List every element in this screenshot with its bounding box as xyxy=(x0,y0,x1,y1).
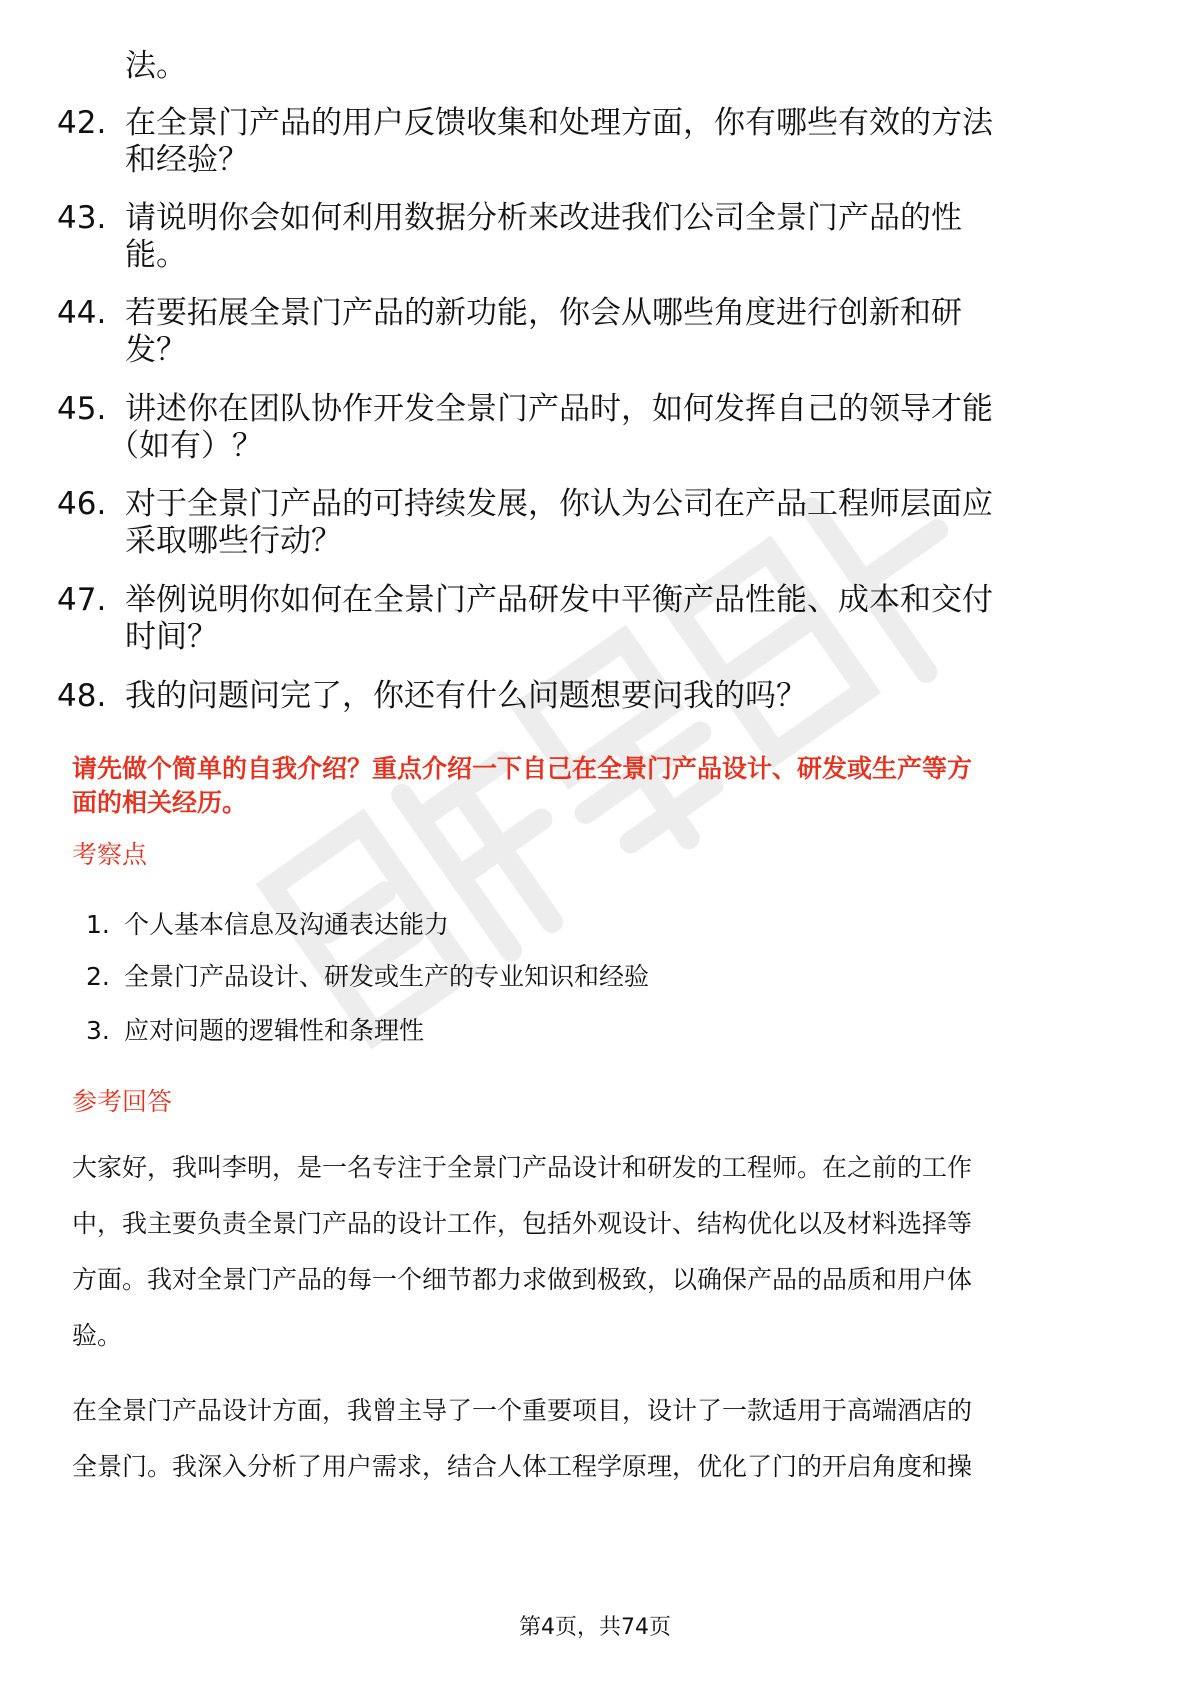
question-text: 发？ xyxy=(125,332,187,368)
question-number: 42. xyxy=(57,105,107,141)
point-number: 1. xyxy=(86,910,110,939)
question-text: 我的问题问完了，你还有什么问题想要问我的吗？ xyxy=(125,678,807,714)
question-text: 在全景门产品的用户反馈收集和处理方面，你有哪些有效的方法 xyxy=(125,105,993,141)
paragraph-line: 验。 xyxy=(72,1321,123,1350)
question-text: （如有）？ xyxy=(108,428,263,464)
section-question-line: 请先做个简单的自我介绍？重点介绍一下自己在全景门产品设计、研发或生产等方 xyxy=(72,754,973,783)
answer-paragraph-1 xyxy=(72,1140,1122,1364)
question-text: 对于全景门产品的可持续发展，你认为公司在产品工程师层面应 xyxy=(125,486,993,522)
question-text: 和经验？ xyxy=(125,142,249,178)
question-text: 采取哪些行动？ xyxy=(125,523,342,559)
question-text: 时间？ xyxy=(125,619,218,655)
question-text: 能。 xyxy=(125,237,187,273)
point-number: 2. xyxy=(86,962,110,991)
answer-heading: 参考回答 xyxy=(72,1087,173,1116)
question-number: 45. xyxy=(57,391,107,427)
point-text: 个人基本信息及沟通表达能力 xyxy=(124,910,450,939)
point-number: 3. xyxy=(86,1016,110,1045)
section-question-heading xyxy=(72,752,1132,820)
question-text: 举例说明你如何在全景门产品研发中平衡产品性能、成本和交付 xyxy=(125,582,993,618)
section-question-line: 面的相关经历。 xyxy=(72,788,248,817)
question-number: 46. xyxy=(57,486,107,522)
paragraph-line: 中，我主要负责全景门产品的设计工作，包括外观设计、结构优化以及材料选择等 xyxy=(72,1209,973,1238)
question-text: 请说明你会如何利用数据分析来改进我们公司全景门产品的性 xyxy=(125,200,962,236)
paragraph-line: 全景门。我深入分析了用户需求，结合人体工程学原理，优化了门的开启角度和操 xyxy=(72,1452,973,1481)
point-text: 全景门产品设计、研发或生产的专业知识和经验 xyxy=(124,962,650,991)
page-footer: 第4页，共74页 xyxy=(519,1615,671,1640)
point-text: 应对问题的逻辑性和条理性 xyxy=(124,1016,425,1045)
answer-paragraph-2 xyxy=(72,1383,1122,1495)
question-text: 讲述你在团队协作开发全景门产品时，如何发挥自己的领导才能 xyxy=(125,391,993,427)
paragraph-line: 大家好，我叫李明，是一名专注于全景门产品设计和研发的工程师。在之前的工作 xyxy=(72,1153,973,1182)
paragraph-line: 在全景门产品设计方面，我曾主导了一个重要项目，设计了一款适用于高端酒店的 xyxy=(72,1396,973,1425)
question-text: 若要拓展全景门产品的新功能，你会从哪些角度进行创新和研 xyxy=(125,295,962,331)
question-number: 47. xyxy=(57,582,107,618)
points-heading: 考察点 xyxy=(72,840,148,869)
question-number: 43. xyxy=(57,200,107,236)
question-text: 法。 xyxy=(125,48,187,84)
paragraph-line: 方面。我对全景门产品的每一个细节都力求做到极致，以确保产品的品质和用户体 xyxy=(72,1265,973,1294)
question-number: 44. xyxy=(57,295,107,331)
question-number: 48. xyxy=(57,678,107,714)
